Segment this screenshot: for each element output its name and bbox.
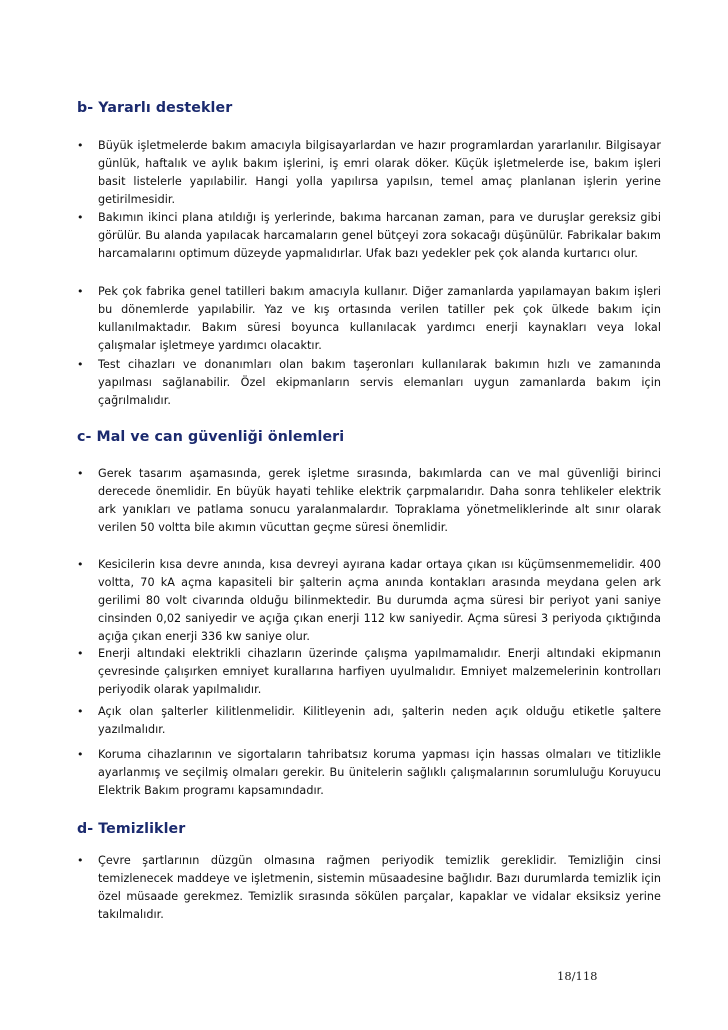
bullet: • [77, 854, 84, 867]
bullet: • [77, 139, 84, 152]
bullet: • [77, 558, 84, 571]
section-heading-b: b- Yararlı destekler [77, 100, 233, 116]
bullet: • [77, 467, 84, 480]
bullet: • [77, 358, 84, 371]
bullet: • [77, 705, 84, 718]
section-heading-d: d- Temizlikler [77, 821, 186, 837]
paragraph: Koruma cihazlarının ve sigortaların tahribatsız koruma yapması için hassas olmaları ve titizlikle ayarlanmış ve seçilmiş olmaları gerekir. Bu ünitelerin sağlıklı çalışmalarının sorumluluğu Koruyucu Elektrik Bakım programı kapsamındadır. [98, 748, 661, 797]
bullet: • [77, 285, 84, 298]
section-heading-c: c- Mal ve can güvenliği önlemleri [77, 429, 345, 445]
paragraph: Çevre şartlarının düzgün olmasına rağmen periyodik temizlik gereklidir. Temizliğin cinsi temizlenecek maddeye ve işletmenin, sistemin müsaadesine bağlıdır. Bazı durumlarda temizlik için özel müsaade gerekmez. Temizlik sırasında sökülen parçalar, kapaklar ve vidalar eksiksiz yerine takılmalıdır. [98, 854, 661, 921]
paragraph: Gerek tasarım aşamasında, gerek işletme sırasında, bakımlarda can ve mal güvenliği birinci derecede önemlidir. En büyük hayati tehlike elektrik çarpmalarıdır. Daha sonra tehlikeler elektrik ark yanıkları ve patlama sonucu yaralanmalardır. Topraklama yönetmeliklerinde alt sınır olarak verilen 50 voltta bile akımın vücuttan geçme süresi önemlidir. [98, 467, 661, 534]
paragraph: Pek çok fabrika genel tatilleri bakım amacıyla kullanır. Diğer zamanlarda yapılamayan bakım işleri bu dönemlerde yapılabilir. Yaz ve kış ortasında verilen tatiller pek çok ülkede bakım için kullanılmaktadır. Bakım süresi boyunca kullanılacak yardımcı enerji kaynakları veya lokal çalışmalar işletmeye yardımcı olacaktır. [98, 285, 661, 352]
paragraph: Kesicilerin kısa devre anında, kısa devreyi ayırana kadar ortaya çıkan ısı küçümsenmemelidir. 400 voltta, 70 kA açma kapasiteli bir şalterin açma anında kontakları arasında meydana gelen ark gerilimi 80 volt civarında olduğu bilinmektedir. Bu durumda açma süresi bir periyot yani saniye cinsinden 0,02 saniyedir ve açığa çıkan enerji 112 kw saniyedir. Açma süresi 3 periyoda çıktığında açığa çıkan enerji 336 kw saniye olur. [98, 558, 661, 643]
paragraph: Test cihazları ve donanımları olan bakım taşeronları kullanılarak bakımın hızlı ve zamanında yapılması sağlanabilir. Özel ekipmanların servis elemanları uygun zamanlarda bakım için çağrılmalıdır. [98, 358, 661, 407]
bullet: • [77, 647, 84, 660]
bullet: • [77, 211, 84, 224]
page-number: 18/118 [557, 969, 598, 983]
paragraph: Enerji altındaki elektrikli cihazların üzerinde çalışma yapılmamalıdır. Enerji altındaki ekipmanın çevresinde çalışırken emniyet kurallarına harfiyen uyulmalıdır. Emniyet malzemelerinin kontrolları periyodik olarak yapılmalıdır. [98, 647, 661, 696]
paragraph: Açık olan şalterler kilitlenmelidir. Kilitleyenin adı, şalterin neden açık olduğu etiketle şaltere yazılmalıdır. [98, 705, 661, 736]
paragraph: Büyük işletmelerde bakım amacıyla bilgisayarlardan ve hazır programlardan yararlanılır. Bilgisayar günlük, haftalık ve aylık bakım işlerini, iş emri olarak döker. Küçük işletmelerde ise, bakım işleri basit listelerle yapılabilir. Hangi yolla yapılırsa yapılsın, temel amaç planlanan işlerin yerine getirilmesidir. [98, 139, 661, 206]
bullet: • [77, 748, 84, 761]
paragraph: Bakımın ikinci plana atıldığı iş yerlerinde, bakıma harcanan zaman, para ve duruşlar gereksiz gibi görülür. Bu alanda yapılacak harcamaların genel bütçeyi zora sokacağı düşünülür. Fabrikalar bakım harcamalarını optimum düzeyde yapmalıdırlar. Ufak bazı yedekler pek çok alanda kurtarıcı olur. [98, 211, 661, 260]
